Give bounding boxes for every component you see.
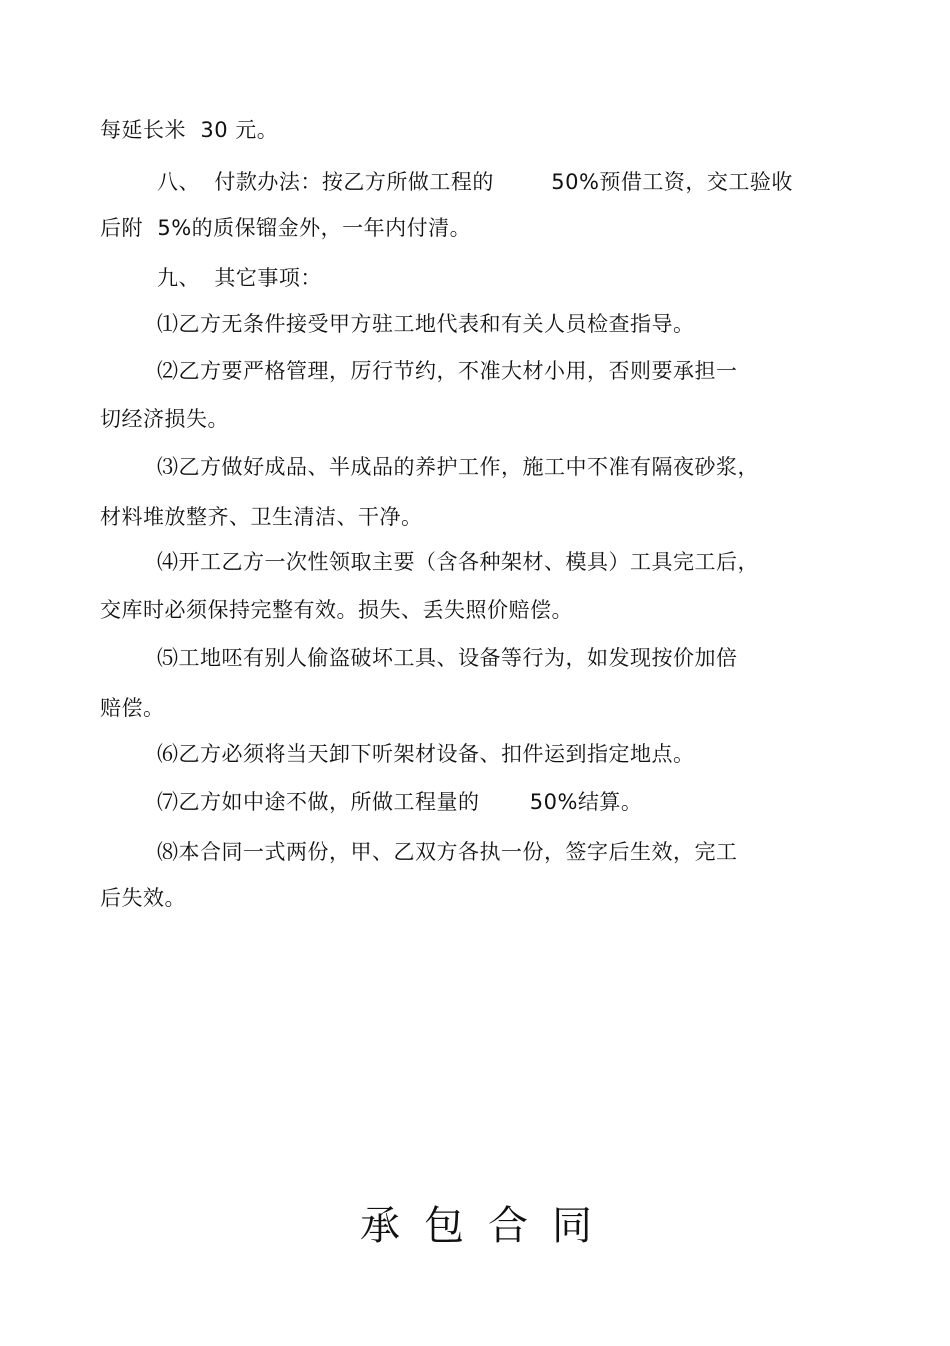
text-line-7: 切经济损失。 bbox=[100, 407, 229, 431]
text-line-14: ⑹乙方必须将当天卸下听架材设备、扣件运到指定地点。 bbox=[157, 742, 695, 766]
text-line-3: 后附 5%的质保镏金外，一年内付清。 bbox=[100, 216, 472, 240]
text-line-9: 材料堆放整齐、卫生清洁、干净。 bbox=[100, 505, 423, 529]
text-line-11: 交库时必须保持完整有效。损失、丢失照价赔偿。 bbox=[100, 598, 573, 622]
text-line-6: ⑵乙方要严格管理，厉行节约，不准大材小用，否则要承担一 bbox=[157, 359, 738, 383]
text-line-1: 每延长米 30 元。 bbox=[100, 118, 279, 142]
text-line-2: 八、 付款办法：按乙方所做工程的 50%预借工资，交工验收 bbox=[157, 170, 793, 194]
text-line-12: ⑸工地呸有别人偷盗破坏工具、设备等行为，如发现按价加倍 bbox=[157, 646, 738, 670]
text-line-10: ⑷开工乙方一次性领取主要（含各种架材、模具）工具完工后， bbox=[157, 550, 759, 574]
text-line-16: ⑻本合同一式两份，甲、乙双方各执一份，签字后生效，完工 bbox=[157, 840, 738, 864]
text-line-8: ⑶乙方做好成品、半成品的养护工作，施工中不准有隔夜砂浆， bbox=[157, 455, 759, 479]
text-line-4: 九、 其它事项： bbox=[157, 266, 322, 290]
text-line-15: ⑺乙方如中途不做，所做工程量的 50%结算。 bbox=[157, 790, 643, 814]
contract-title: 承包合同 bbox=[360, 1203, 616, 1249]
text-line-17: 后失效。 bbox=[100, 886, 186, 910]
text-line-13: 赔偿。 bbox=[100, 696, 165, 720]
text-line-5: ⑴乙方无条件接受甲方驻工地代表和有关人员检查指导。 bbox=[157, 312, 695, 336]
